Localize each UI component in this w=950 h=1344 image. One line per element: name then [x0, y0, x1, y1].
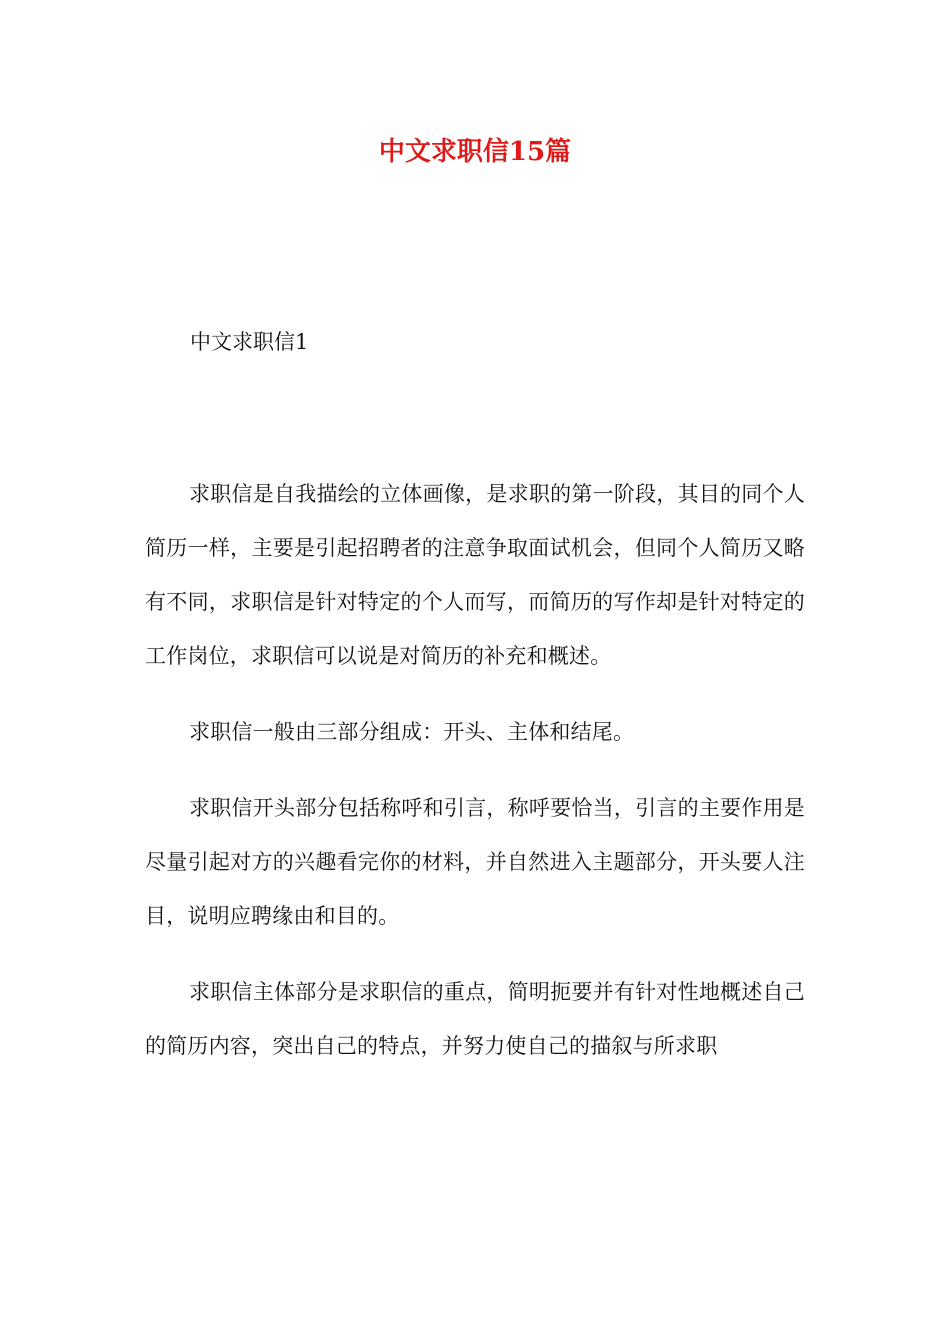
paragraph: 求职信主体部分是求职信的重点，简明扼要并有针对性地概述自己的简历内容，突出自己的特点，并努力使自己的描叙与所求职 — [145, 980, 805, 1058]
paragraph: 求职信是自我描绘的立体画像，是求职的第一阶段，其目的同个人简历一样，主要是引起招聘者的注意争取面试机会，但同个人简历又略有不同，求职信是针对特定的个人而写，而简历的写作却是针对特定的工作岗位，求职信可以说是对简历的补充和概述。 — [145, 482, 805, 668]
paragraph: 求职信开头部分包括称呼和引言，称呼要恰当，引言的主要作用是尽量引起对方的兴趣看完你的材料，并自然进入主题部分，开头要人注目，说明应聘缘由和目的。 — [145, 796, 805, 928]
document-body — [145, 467, 805, 1073]
paragraph: 求职信一般由三部分组成：开头、主体和结尾。 — [189, 720, 635, 744]
section-heading: 中文求职信1 — [190, 330, 309, 354]
document-title: 中文求职信15篇 — [378, 137, 572, 167]
